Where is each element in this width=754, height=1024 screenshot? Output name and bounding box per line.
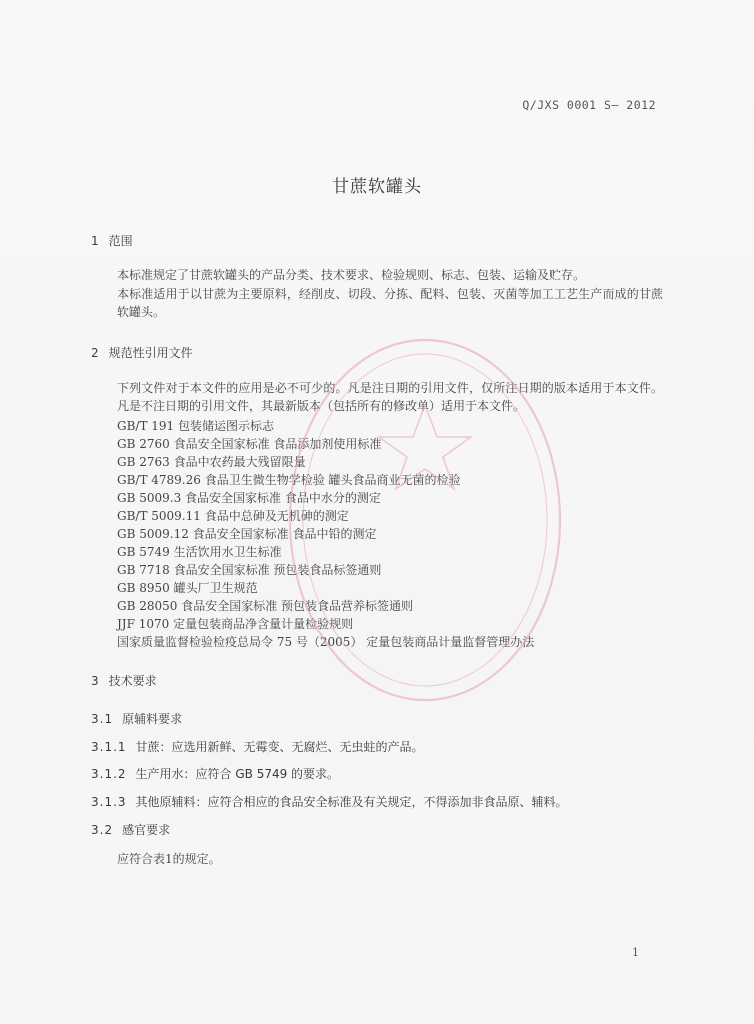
reference-item: GB 2760 食品安全国家标准 食品添加剂使用标准	[117, 437, 382, 451]
section-number: 3	[91, 674, 99, 688]
section-3-1-3	[91, 793, 568, 810]
section-3-2-heading	[91, 821, 170, 838]
section-1-para-1	[91, 266, 663, 284]
para-text: 下列文件对于本文件的应用是必不可少的。凡是注日期的引用文件，仅所注日期的版本适用于本文件。凡是不注日期的引用文件，其最新版本（包括所有的修改单）适用于本文件。	[117, 381, 663, 413]
reference-item: GB 7718 食品安全国家标准 预包装食品标签通则	[117, 563, 382, 577]
section-number: 3.1	[91, 712, 114, 726]
section-3-1-1	[91, 738, 424, 755]
reference-item: JJF 1070 定量包装商品净含量计量检验规则	[117, 617, 354, 631]
section-3-heading	[91, 672, 157, 689]
clause-text: 生产用水：应符合 GB 5749 的要求。	[135, 767, 340, 781]
reference-item: GB 8950 罐头厂卫生规范	[117, 581, 258, 595]
section-number: 2	[91, 346, 99, 360]
page-number: 1	[632, 946, 639, 959]
section-title: 技术要求	[108, 674, 157, 688]
para-text: 本标准适用于以甘蔗为主要原料，经削皮、切段、分拣、配料、包装、灭菌等加工工艺生产而成的甘蔗软罐头。	[117, 287, 663, 319]
section-3-2-text: 应符合表1的规定。	[117, 852, 221, 866]
section-2-heading	[91, 344, 193, 361]
reference-item: GB/T 4789.26 食品卫生微生物学检验 罐头食品商业无菌的检验	[117, 473, 461, 487]
clause-text: 其他原辅料：应符合相应的食品安全标准及有关规定，不得添加非食品原、辅料。	[135, 795, 568, 809]
reference-item: GB 5009.12 食品安全国家标准 食品中铅的测定	[117, 527, 377, 541]
reference-item: GB 5009.3 食品安全国家标准 食品中水分的测定	[117, 491, 381, 505]
standard-code: Q/JXS 0001 S— 2012	[522, 98, 656, 112]
reference-item: GB 2763 食品中农药最大残留限量	[117, 455, 306, 469]
section-number: 3.1.2	[91, 767, 127, 781]
reference-item: 国家质量监督检验检疫总局令 75 号（2005） 定量包装商品计量监督管理办法	[117, 635, 535, 649]
section-3-1-2	[91, 765, 339, 782]
section-title: 感官要求	[122, 823, 171, 837]
para-text: 本标准规定了甘蔗软罐头的产品分类、技术要求、检验规则、标志、包装、运输及贮存。	[117, 268, 586, 282]
clause-text: 甘蔗：应选用新鲜、无霉变、无腐烂、无虫蛀的产品。	[135, 740, 424, 754]
section-number: 3.1.3	[91, 795, 127, 809]
section-number: 3.2	[91, 823, 114, 837]
document-title: 甘蔗软罐头	[332, 177, 422, 197]
reference-item: GB 5749 生活饮用水卫生标准	[117, 545, 282, 559]
section-1-heading	[91, 232, 133, 249]
section-title: 规范性引用文件	[108, 346, 193, 360]
reference-item: GB 28050 食品安全国家标准 预包装食品营养标签通则	[117, 599, 414, 613]
section-title: 范围	[108, 234, 133, 248]
reference-item: GB/T 5009.11 食品中总砷及无机砷的测定	[117, 509, 349, 523]
section-number: 1	[91, 234, 99, 248]
reference-item: GB/T 191 包装储运图示标志	[117, 419, 274, 433]
reference-list	[117, 417, 534, 651]
section-2-intro	[91, 379, 663, 415]
section-1-para-2	[91, 285, 663, 321]
section-3-1-heading	[91, 710, 182, 727]
section-title: 原辅料要求	[122, 712, 183, 726]
section-number: 3.1.1	[91, 740, 127, 754]
